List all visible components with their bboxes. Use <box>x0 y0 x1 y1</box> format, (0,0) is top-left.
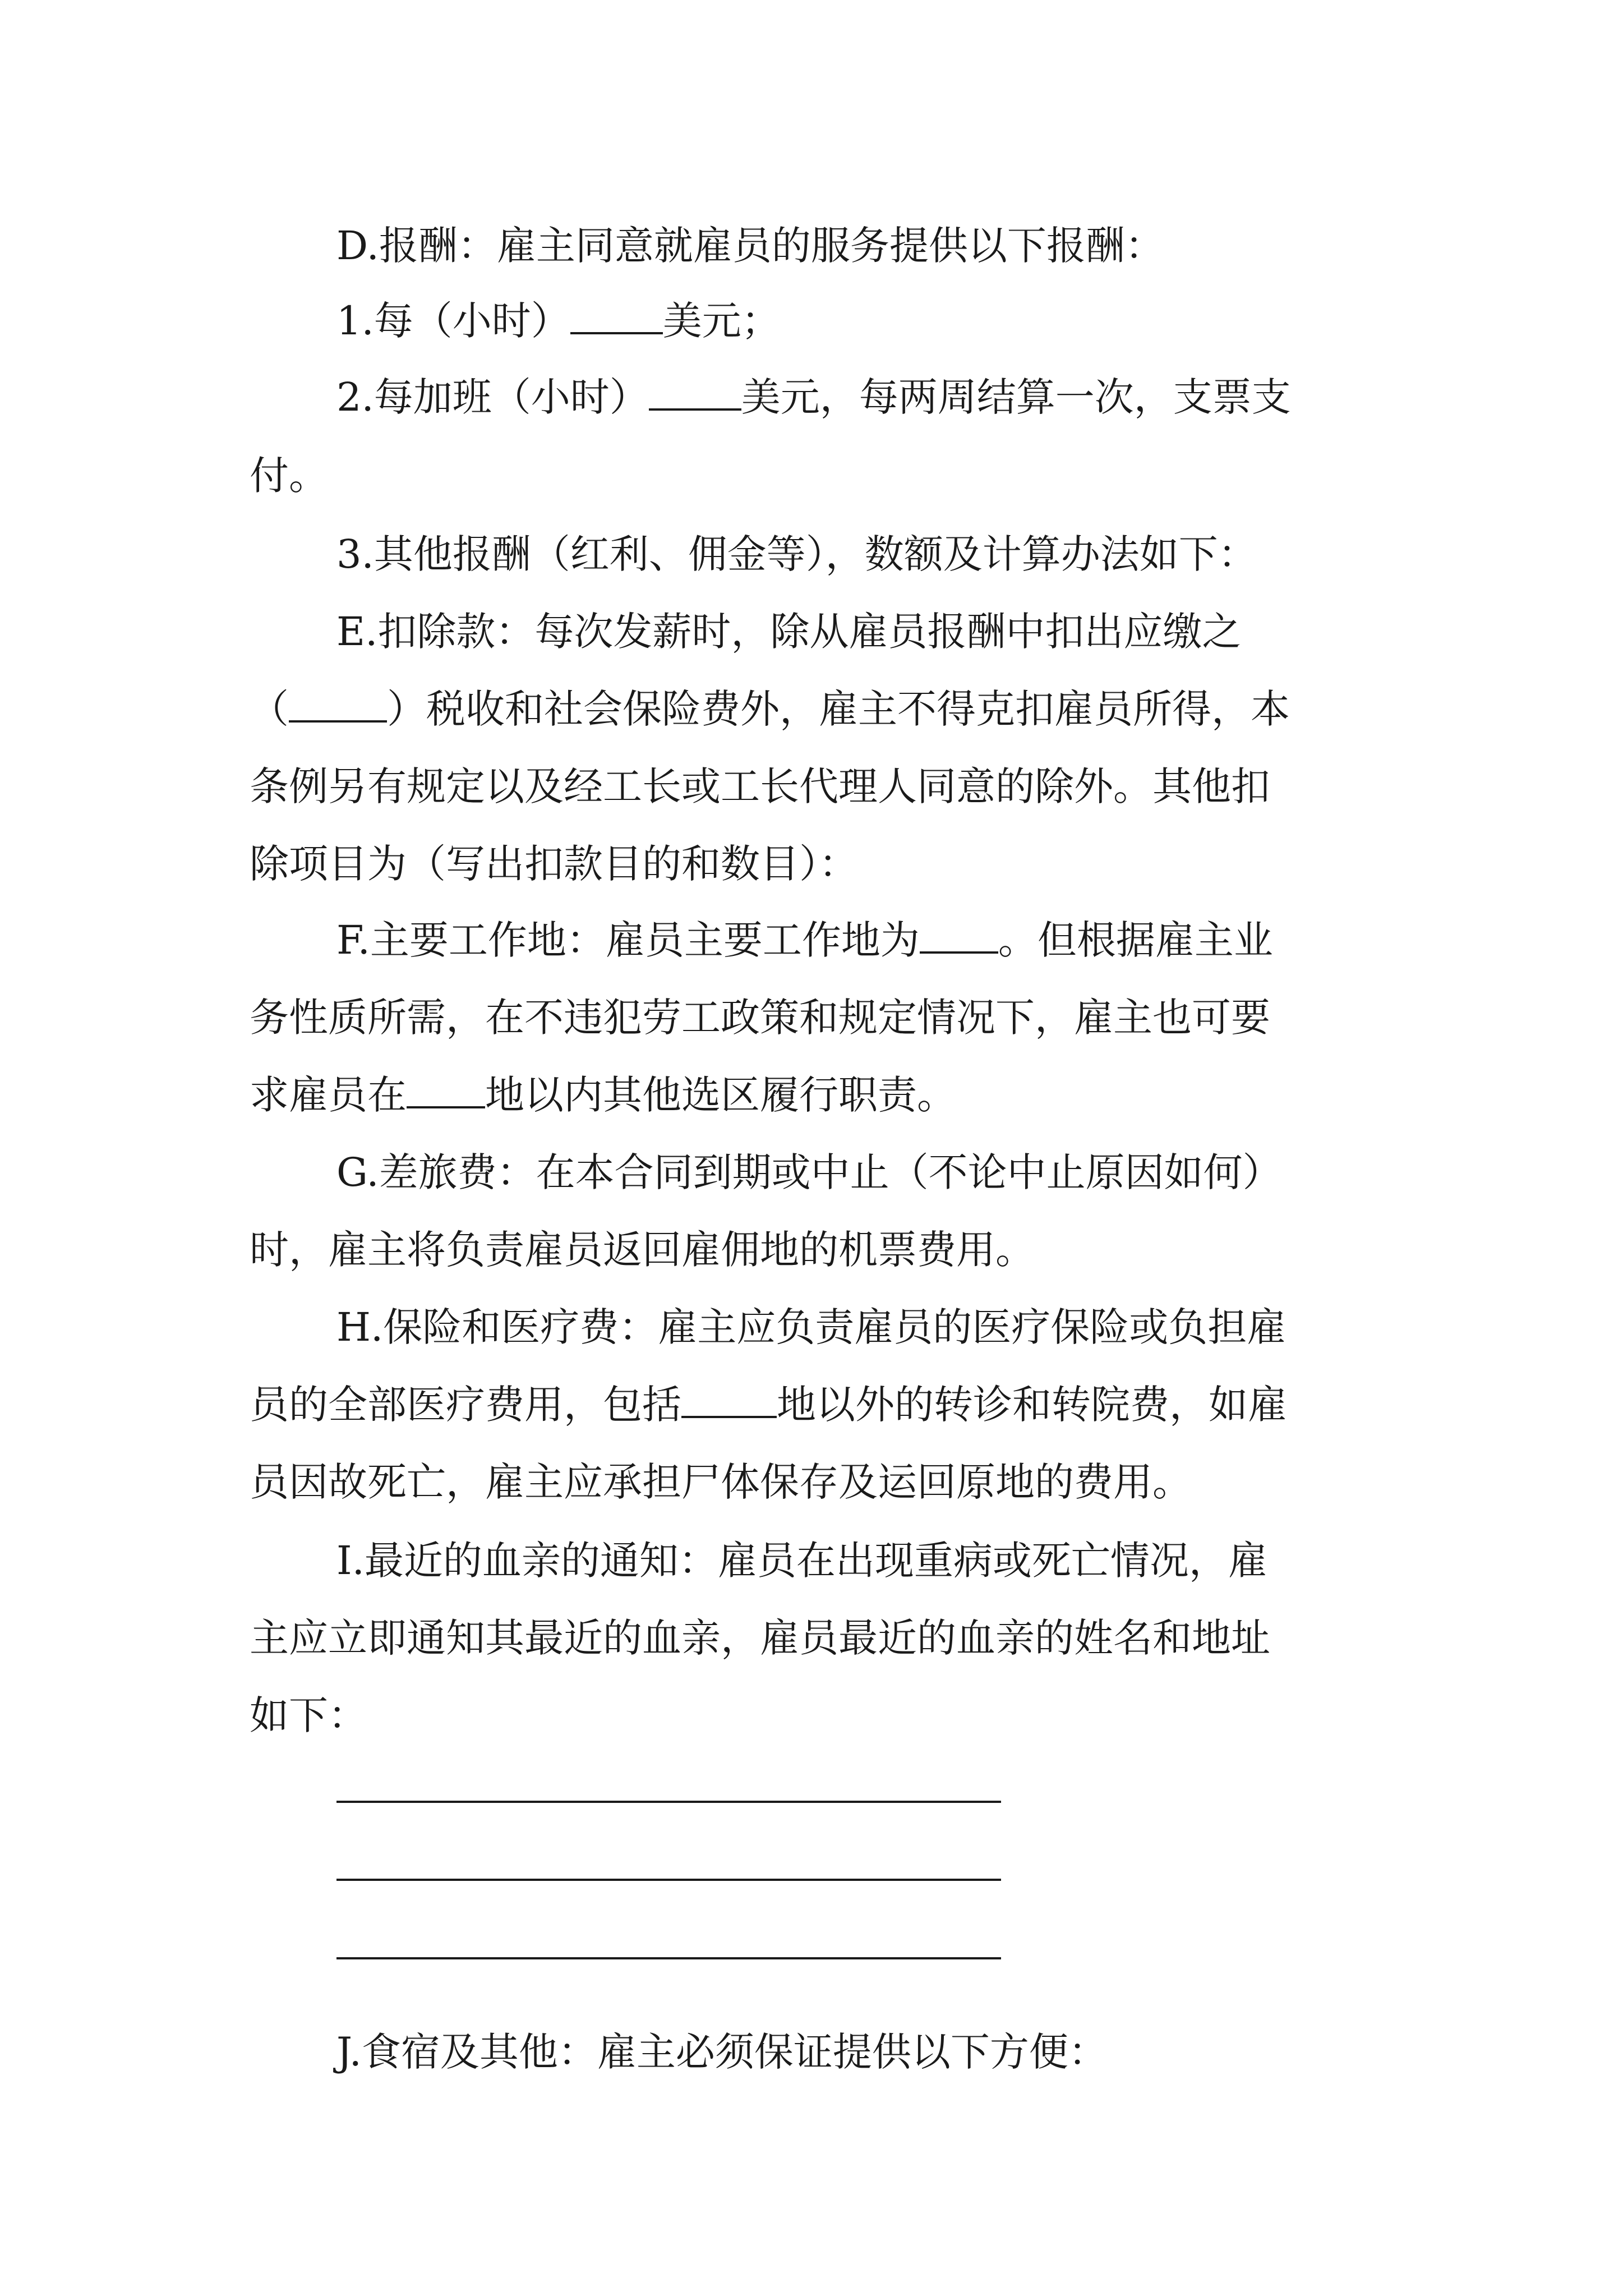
clause-h-text: H.保险和医疗费：雇主应负责雇员的医疗保险或负担雇 <box>336 1304 1287 1350</box>
clause-d-item-3 <box>0 521 1257 588</box>
tax-blank[interactable] <box>289 681 387 723</box>
clause-d-heading <box>0 212 1164 279</box>
clause-i-text-2: 主应立即通知其最近的血亲，雇员最近的血亲的姓名和地址 <box>250 1615 1270 1661</box>
workplace-label: F.主要工作地：雇员主要工作地为 <box>336 917 920 963</box>
clause-e-line-1 <box>0 598 1241 665</box>
clause-e-text-3: 条例另有规定以及经工长或工长代理人同意的除外。其他扣 <box>250 763 1270 809</box>
clause-i-line-2 <box>0 1604 1270 1672</box>
hourly-rate-label: 1.每（小时） <box>336 298 570 344</box>
clause-i-line-3 <box>0 1682 367 1749</box>
clause-d-item-1 <box>0 287 781 355</box>
hourly-rate-blank[interactable] <box>570 293 663 334</box>
clause-f-line-1 <box>0 907 1273 974</box>
clause-e-text-4: 除项目为（写出扣款目的和数目）： <box>250 841 858 887</box>
clause-d-item-2-cont <box>0 442 328 509</box>
clause-e-text: E.扣除款：每次发薪时，除从雇员报酬中扣出应缴之 <box>336 609 1242 655</box>
clause-i-text-3: 如下： <box>250 1692 367 1738</box>
clause-f-line-2 <box>0 984 1270 1051</box>
clause-e-line-3 <box>0 753 1270 820</box>
clause-h-text-3: 员因故死亡，雇主应承担尸体保存及运回原地的费用。 <box>250 1459 1192 1505</box>
medical-region-blank[interactable] <box>681 1377 777 1418</box>
clause-g-line-1 <box>0 1139 1282 1206</box>
overtime-rate-text-cont: 付。 <box>250 453 328 499</box>
clause-i-line-1 <box>0 1527 1267 1594</box>
clause-f-text: 。但根据雇主业 <box>998 917 1273 963</box>
clause-f-line-3 <box>0 1061 956 1129</box>
clause-i-text: I.最近的血亲的通知：雇员在出现重病或死亡情况，雇 <box>336 1538 1267 1584</box>
next-of-kin-blank-1[interactable] <box>336 1801 1001 1803</box>
next-of-kin-blank-2[interactable] <box>336 1879 1001 1881</box>
hourly-rate-unit: 美元； <box>662 298 781 344</box>
clause-d-item-2 <box>0 364 1291 431</box>
clause-h-line-1 <box>0 1294 1286 1361</box>
clause-d-text: D.报酬：雇主同意就雇员的服务提供以下报酬： <box>336 223 1164 269</box>
overtime-rate-text: 美元，每两周结算一次，支票支 <box>741 374 1291 420</box>
clause-e-line-4 <box>0 830 858 898</box>
district-blank[interactable] <box>407 1067 485 1108</box>
clause-h-line-2 <box>0 1371 1287 1438</box>
other-compensation-text: 3.其他报酬（红利、佣金等），数额及计算办法如下： <box>336 531 1257 577</box>
next-of-kin-blank-3[interactable] <box>336 1957 1001 1959</box>
clause-f-text-3: 地以内其他选区履行职责。 <box>485 1072 956 1118</box>
overtime-rate-label: 2.每加班（小时） <box>336 374 649 420</box>
clause-j-line-1 <box>0 2018 1108 2086</box>
clause-e-text-2: ）税收和社会保险费外，雇主不得克扣雇员所得，本 <box>387 686 1290 732</box>
medical-region-label: 员的全部医疗费用，包括 <box>250 1382 681 1428</box>
clause-g-text-2: 时，雇主将负责雇员返回雇佣地的机票费用。 <box>250 1227 1035 1273</box>
tax-paren-open: （ <box>250 686 289 732</box>
clause-g-line-2 <box>0 1216 1035 1283</box>
district-label: 求雇员在 <box>250 1072 407 1118</box>
clause-e-line-2 <box>0 675 1290 743</box>
clause-h-text-2: 地以外的转诊和转院费，如雇 <box>777 1382 1287 1428</box>
clause-j-text: J.食宿及其他：雇主必须保证提供以下方便： <box>336 2029 1108 2075</box>
overtime-rate-blank[interactable] <box>649 369 741 411</box>
workplace-blank[interactable] <box>920 912 998 954</box>
clause-g-text: G.差旅费：在本合同到期或中止（不论中止原因如何） <box>336 1149 1282 1195</box>
clause-f-text-2: 务性质所需，在不违犯劳工政策和规定情况下，雇主也可要 <box>250 995 1270 1041</box>
clause-h-line-3 <box>0 1448 1192 1516</box>
